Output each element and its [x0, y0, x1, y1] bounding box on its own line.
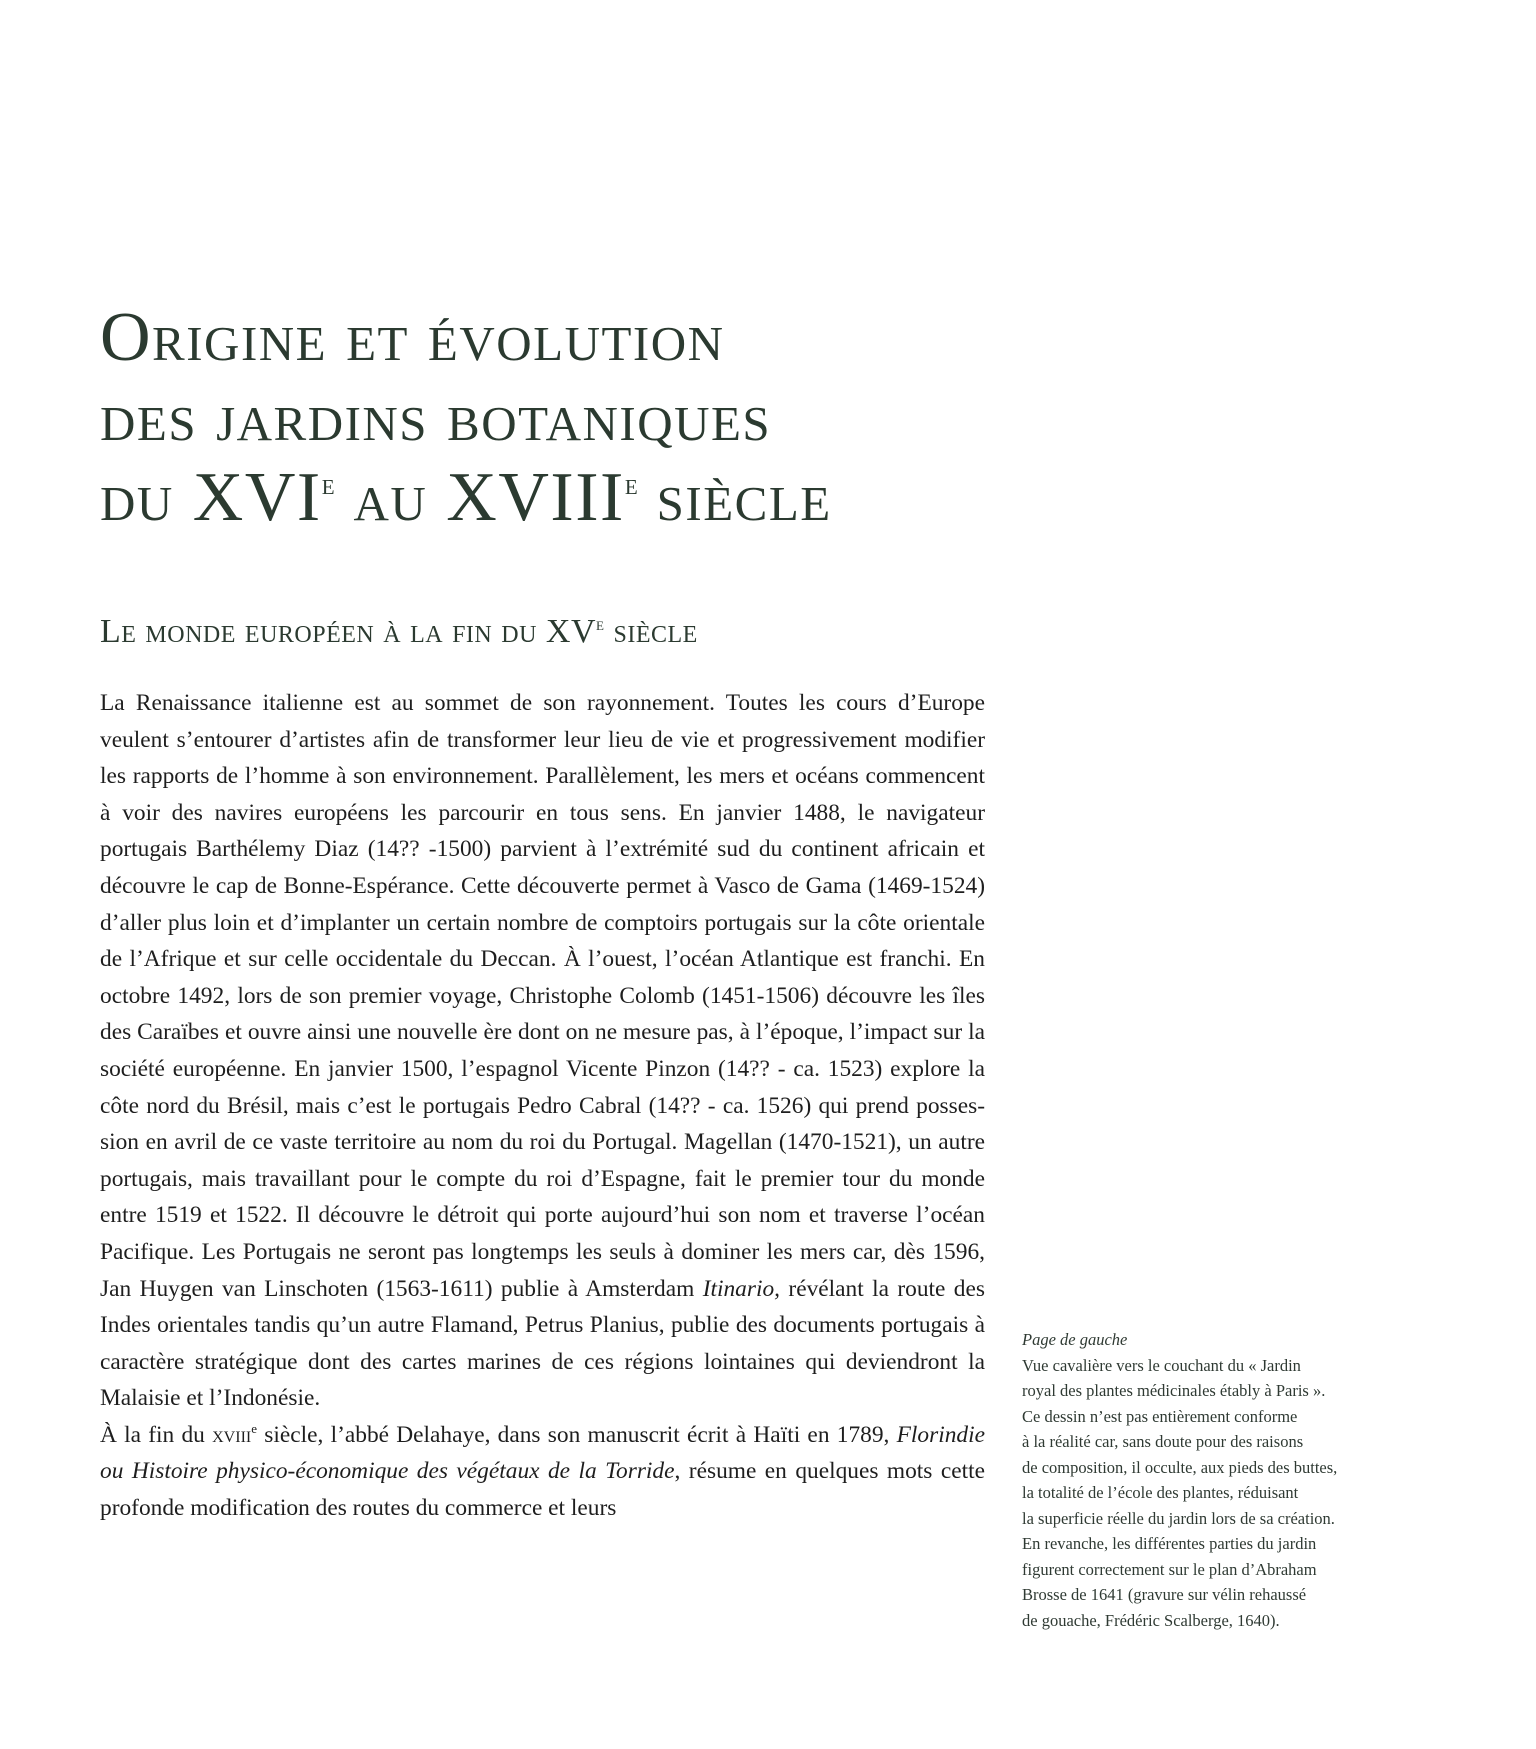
body-paragraph-2-part-b: siècle, l’abbé Delahaye, dans son manuscrit écrit à Haïti en 1789, — [257, 1421, 897, 1448]
chapter-title-line-3-suffix: siècle — [637, 459, 832, 536]
chapter-title-superscript-1: e — [321, 468, 335, 501]
book-title-itinario: Itinario, — [702, 1275, 781, 1302]
section-heading-prefix: Le monde européen à la fin du XV — [100, 613, 597, 650]
caption-line: de composition, il occulte, aux pieds des buttes, — [1022, 1457, 1338, 1477]
image-caption — [1022, 1327, 1392, 1633]
caption-line: de gouache, Frédéric Scalberge, 1640). — [1022, 1610, 1280, 1630]
caption-line: royal des plantes médicinales étably à Paris ». — [1022, 1381, 1326, 1400]
caption-line: la totalité de l’école des plantes, réduisant — [1022, 1483, 1299, 1502]
chapter-title-line-3-prefix: du XVI — [100, 459, 322, 536]
century-superscript: e — [251, 1420, 257, 1436]
body-paragraph-1 — [100, 685, 985, 1417]
caption-line: En revanche, les différentes parties du jardin — [1022, 1534, 1317, 1553]
caption-line: figurent correctement sur le plan d’Abraham — [1022, 1559, 1317, 1579]
section-heading-superscript: e — [596, 614, 605, 634]
body-text — [100, 685, 985, 1527]
body-paragraph-2 — [100, 1417, 985, 1527]
chapter-title-line-1: Origine et évolution — [100, 299, 725, 376]
body-paragraph-2-part-c: , résume en quelques mots cette profonde modification des routes du commerce et leurs — [100, 1458, 985, 1522]
caption-line: à la réalité car, sans doute pour des raisons — [1022, 1432, 1304, 1451]
chapter-title-line-3-middle: au XVIII — [334, 459, 625, 536]
body-paragraph-1-part-b: révélant la route des Indes orientales tandis qu’un autre Flamand, Petrus Planius, publie des documents portugais à caractère stratégique dont des cartes marines de ces régions lointaines qui deviendront la Malaisie et l’Indonésie. — [100, 1275, 985, 1412]
caption-title: Page de gauche — [1022, 1330, 1128, 1349]
book-title-florindie: Florindie ou Histoire physico-économique des végétaux de la Torride — [100, 1421, 985, 1485]
caption-line: Vue cavalière vers le couchant du « Jardin — [1022, 1355, 1301, 1375]
caption-line: la superficie réelle du jardin lors de sa création. — [1022, 1508, 1335, 1528]
section-heading-suffix: siècle — [604, 613, 698, 650]
chapter-title-line-2: des jardins botaniques — [100, 379, 772, 456]
section-heading — [100, 612, 1000, 652]
body-paragraph-2-part-a: À la fin du — [100, 1421, 213, 1448]
caption-line: Ce dessin n’est pas entièrement conforme — [1022, 1406, 1298, 1426]
chapter-title-superscript-2: e — [624, 468, 638, 501]
caption-line: Brosse de 1641 (gravure sur vélin rehaussé — [1022, 1585, 1307, 1604]
body-paragraph-1-part-a: La Renaissance italienne est au sommet de son rayonnement. Toutes les cours d’Europe veulent s’entourer d’artistes afin de transformer leur lieu de vie et progressivement modifier les rapports de l’homme à son environnement. Parallèlement, les mers et océans commencent à voir des navires européens les parcourir en tous sens. En janvier 1488, le navigateur portugais Barthélemy Diaz (14?? -1500) parvient à l’extrémité sud du continent africain et découvre le cap de Bonne-Espérance. Cette découverte permet à Vasco de Gama (1469-1524) d’aller plus loin et d’implanter un certain nombre de comptoirs portugais sur la côte orientale de l’Afrique et sur celle occidentale du Deccan. À l’ouest, l’océan Atlantique est franchi. En octobre 1492, lors de son premier voyage, Christophe Colomb (1451-1506) découvre les îles des Caraïbes et ouvre ainsi une nouvelle ère dont on ne mesure pas, à l’époque, l’impact sur la société européenne. En janvier 1500, l’espagnol Vicente Pinzon (14?? - ca. 1523) explore la côte nord du Brésil, mais c’est le portugais Pedro Cabral (14?? - ca. 1526) qui prend posses-sion en avril de ce vaste territoire au nom du roi du Portugal. Magellan (1470-1521), un autre portugais, mais travaillant pour le compte du roi d’Espagne, fait le premier tour du monde entre 1519 et 1522. Il découvre le détroit qui porte aujourd’hui son nom et traverse l’océan Pacifique. Les Portugais ne seront pas longtemps les seuls à dominer les mers car, dès 1596, Jan Huygen van Linschoten (1563-1611) publie à Amsterdam — [100, 690, 985, 1302]
century-numeral: xviii — [212, 1421, 252, 1448]
chapter-title — [100, 298, 1000, 538]
chapter-title-line-3 — [100, 458, 1000, 538]
